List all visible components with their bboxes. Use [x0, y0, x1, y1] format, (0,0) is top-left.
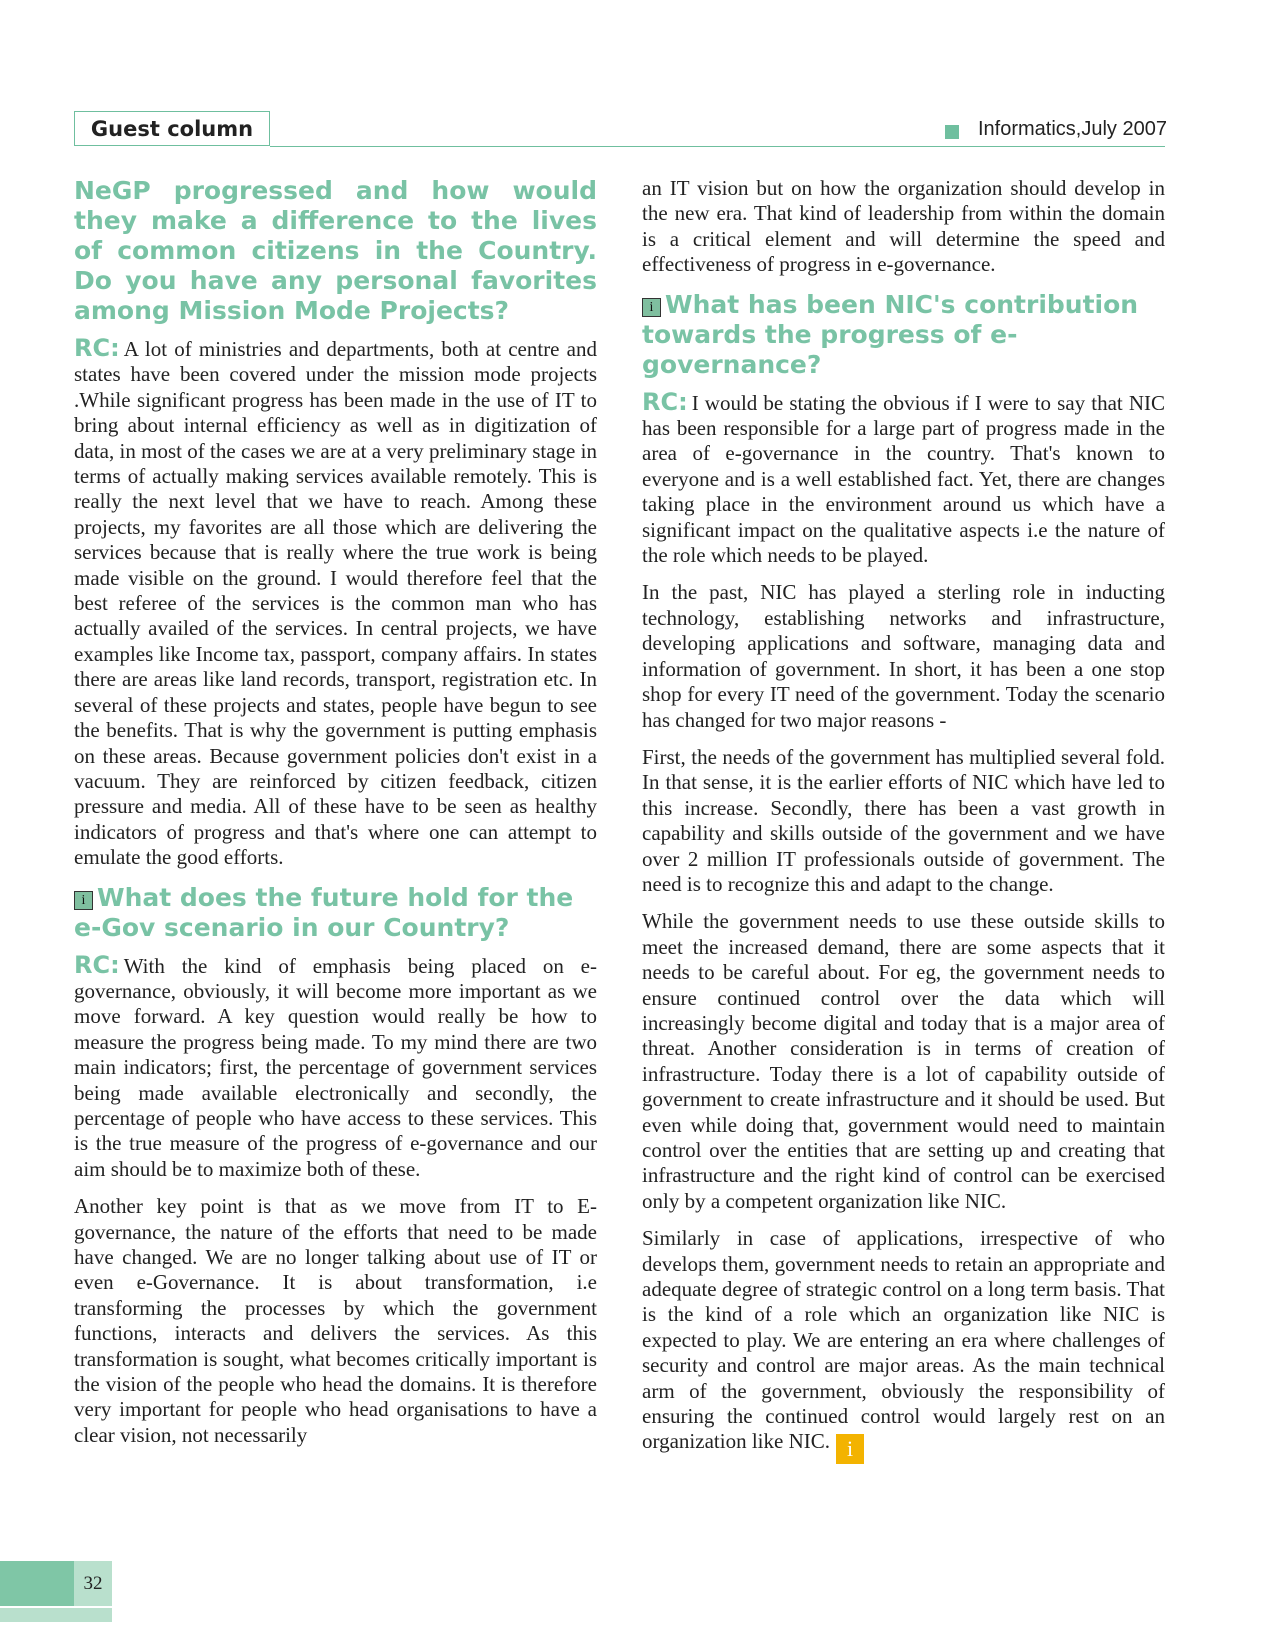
- answer-text: With the kind of emphasis being placed on e-governance, obviously, it will become more important as we move forward. A key question would really be how to measure the progress being made. To my mind there are two main indicators; first, the percentage of government services being made available electronically and secondly, the percentage of people who have access to these services. This is the true measure of the progress of e-governance and our aim should be to maximize both of these.: [74, 953, 597, 1181]
- info-marker-icon: i: [642, 298, 661, 317]
- question-heading: NeGP progressed and how would they make a difference to the lives of common citizens in the Country. Do you have any personal favorites among Mission Mode Projects?: [74, 176, 597, 325]
- question-text: What does the future hold for the e-Gov scenario in our Country?: [74, 882, 574, 942]
- question-text: What has been NIC's contribution towards the progress of e-governance?: [642, 289, 1139, 379]
- rc-label: RC:: [642, 387, 688, 416]
- body-paragraph: While the government needs to use these outside skills to meet the increased demand, there are some aspects that it needs to be careful about. For eg, the government needs to ensure continued control over the data which will increasingly become digital and today that is a major area of threat. Another consideration is in terms of creation of infrastructure. Today there is a lot of capability outside of government to create infrastructure and it should be used. But even while doing that, government would need to maintain control over the entities that are setting up and creating that infrastructure and the right kind of control can be exercised only by a competent organization like NIC.: [642, 909, 1165, 1213]
- body-paragraph: In the past, NIC has played a sterling role in inducting technology, establishing networks and infrastructure, developing applications and software, managing data and information of government. In short, it has been a one stop shop for every IT need of the government. Today the scenario has changed for two major reasons -: [642, 580, 1165, 732]
- body-paragraph: an IT vision but on how the organization should develop in the new era. That kind of leadership from within the domain is a critical element and will determine the speed and effectiveness of progress in e-governance.: [642, 176, 1165, 277]
- publication-info: Informatics,July 2007: [978, 118, 1167, 140]
- question-heading: [74, 883, 597, 943]
- section-label: Guest column: [74, 111, 270, 146]
- end-marker-icon: i: [836, 1434, 864, 1464]
- answer-paragraph: [642, 387, 1165, 569]
- left-column: [74, 176, 597, 1460]
- question-heading: [642, 290, 1165, 380]
- info-marker-icon: i: [74, 891, 93, 910]
- right-column: [642, 176, 1165, 1476]
- header-square-icon: [945, 125, 959, 139]
- footer-strip: [0, 1608, 112, 1622]
- rc-label: RC:: [74, 950, 120, 979]
- closing-text: Similarly in case of applications, irrespective of who develops them, government needs to retain an appropriate and adequate degree of strategic control on a long term basis. That is the kind of a role which an organization like NIC is expected to play. We are entering an era where challenges of security and control are major areas. As the main technical arm of the government, obviously the responsibility of ensuring the continued control would largely rest on an organization like NIC.: [642, 1226, 1165, 1454]
- answer-paragraph: [74, 950, 597, 1183]
- body-paragraph: Another key point is that as we move from IT to E-governance, the nature of the efforts that need to be made have changed. We are no longer talking about use of IT or even e-Governance. It is about transformation, i.e transforming the processes by which the government functions, interacts and delivers the services. As this transformation is sought, what becomes critically important is the vision of the people who head the domains. It is therefore very important for people who head organisations to have a clear vision, not necessarily: [74, 1194, 597, 1447]
- body-paragraph: First, the needs of the government has multiplied several fold. In that sense, it is the earlier efforts of NIC which have led to this increase. Secondly, there has been a vast growth in capability and skills outside of the government and we have over 2 million IT professionals outside of government. The need is to recognize this and adapt to the change.: [642, 744, 1165, 896]
- answer-paragraph: [74, 336, 597, 871]
- footer-block: [0, 1561, 74, 1606]
- body-paragraph: [642, 1226, 1165, 1464]
- page-number: 32: [74, 1561, 112, 1606]
- header-rule: [270, 146, 1165, 147]
- answer-text: I would be stating the obvious if I were to say that NIC has been responsible for a large part of progress made in the area of e-governance in the country. That's known to everyone and is a well established fact. Yet, there are changes taking place in the environment around us which have a significant impact on the qualitative aspects i.e the nature of the role which needs to be played.: [642, 390, 1165, 568]
- rc-label: RC:: [74, 334, 120, 362]
- answer-text: A lot of ministries and departments, both at centre and states have been covered under the mission mode projects .While significant progress has been made in the use of IT to bring about internal efficiency as well as in digitization of data, in most of the cases we are at a very preliminary stage in terms of actually making services available remotely. This is really the next level that we have to reach. Among these projects, my favorites are all those which are delivering the services because that is really where the true work is being made visible on the ground. I would therefore feel that the best referee of the services is the common man who has actually availed of the services. In central projects, we have examples like Income tax, passport, company affairs. In states there are areas like land records, transport, registration etc. In several of these projects and states, people have begun to see the benefits. That is why the government is putting emphasis on these areas. Because government policies don't exist in a vacuum. They are reinforced by citizen feedback, citizen pressure and media. All of these have to be seen as healthy indicators of progress and that's where one can attempt to emulate the good efforts.: [74, 337, 597, 870]
